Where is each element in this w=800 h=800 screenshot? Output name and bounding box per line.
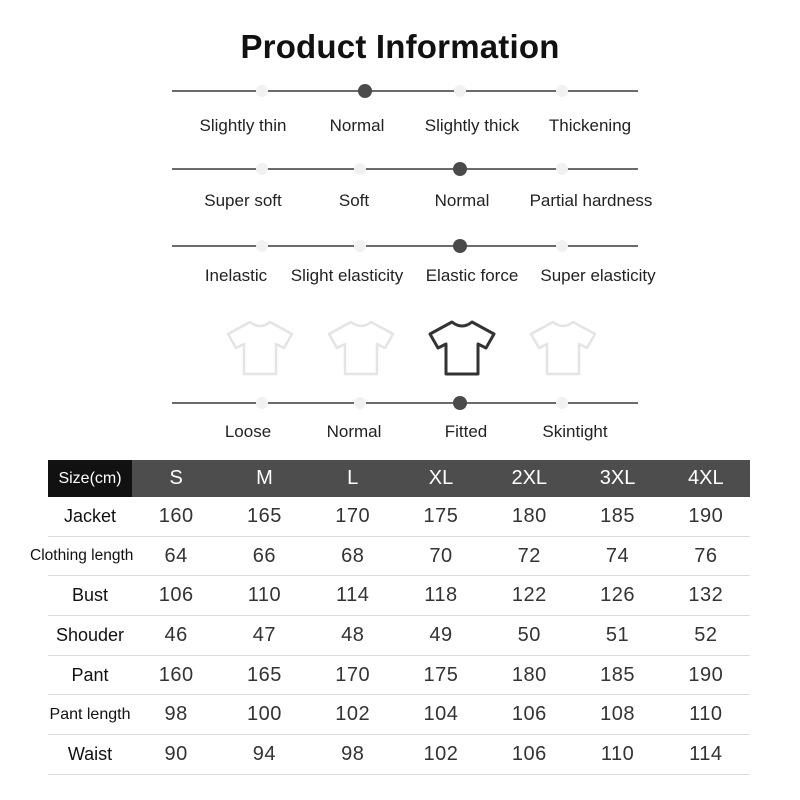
table-cell: 122: [485, 576, 573, 616]
table-cell: 102: [397, 735, 485, 775]
table-row: [48, 576, 750, 616]
size-header-label: Size(cm): [48, 460, 132, 497]
table-cell: 185: [573, 497, 661, 536]
table-cell: 175: [397, 497, 485, 536]
table-cell: 102: [309, 695, 397, 735]
table-row: [48, 655, 750, 695]
table-row: [48, 695, 750, 735]
table-cell: 104: [397, 695, 485, 735]
table-cell: 175: [397, 655, 485, 695]
table-cell: 100: [220, 695, 308, 735]
row-label: Waist: [48, 735, 132, 775]
scale-dot: [354, 240, 366, 252]
table-cell: 180: [485, 655, 573, 695]
size-column-header: S: [132, 460, 220, 497]
scale-label: Super soft: [204, 191, 282, 210]
table-cell: 90: [132, 735, 220, 775]
scale-line: [172, 168, 638, 170]
table-cell: 165: [220, 655, 308, 695]
scale-label: Skintight: [542, 422, 608, 441]
table-cell: 68: [309, 536, 397, 576]
table-cell: 190: [662, 497, 750, 536]
scale-dot: [454, 85, 466, 97]
scale-line: [172, 402, 638, 404]
scale-line: [172, 245, 638, 247]
tshirt-icon: [224, 318, 296, 378]
table-cell: 110: [662, 695, 750, 735]
table-cell: 110: [573, 735, 661, 775]
scale-label: Inelastic: [204, 266, 268, 285]
table-cell: 106: [132, 576, 220, 616]
tshirt-icon: [527, 318, 599, 378]
scale-dot: [256, 85, 268, 97]
scale-label: Normal: [326, 422, 382, 441]
scale-dot: [556, 163, 568, 175]
table-cell: 76: [662, 536, 750, 576]
row-label: Shouder: [48, 616, 132, 656]
table-cell: 185: [573, 655, 661, 695]
size-column-header: XL: [397, 460, 485, 497]
table-cell: 170: [309, 655, 397, 695]
table-cell: 46: [132, 616, 220, 656]
scale-dot-selected: [453, 396, 467, 410]
scale-label: Fitted: [444, 422, 488, 441]
size-column-header: L: [309, 460, 397, 497]
scale-label: Partial hardness: [529, 191, 653, 210]
size-table: [30, 460, 750, 775]
scale-label: Slightly thick: [424, 116, 520, 135]
table-cell: 132: [662, 576, 750, 616]
scale-label: Slightly thin: [199, 116, 287, 135]
table-cell: 118: [397, 576, 485, 616]
tshirt-icon: [426, 318, 498, 378]
row-label: Clothing length: [30, 547, 134, 565]
table-cell: 114: [309, 576, 397, 616]
row-label: Jacket: [48, 497, 132, 536]
table-cell: 48: [309, 616, 397, 656]
table-cell: 47: [220, 616, 308, 656]
row-label: Pant: [48, 655, 132, 695]
table-cell: 110: [220, 576, 308, 616]
table-cell: 160: [132, 655, 220, 695]
table-cell: 72: [485, 536, 573, 576]
table-cell: 94: [220, 735, 308, 775]
table-cell: 66: [220, 536, 308, 576]
scale-dot: [556, 397, 568, 409]
scale-label: Elastic force: [425, 266, 519, 285]
table-row: [48, 497, 750, 536]
table-cell: 114: [662, 735, 750, 775]
table-cell: 70: [397, 536, 485, 576]
scale-label: Normal: [434, 191, 490, 210]
table-cell: 190: [662, 655, 750, 695]
scale-dot: [556, 85, 568, 97]
scale-dot: [256, 240, 268, 252]
table-cell: 98: [309, 735, 397, 775]
table-cell: 160: [132, 497, 220, 536]
size-column-header: 2XL: [485, 460, 573, 497]
size-column-header: M: [220, 460, 308, 497]
size-table-header: [48, 460, 750, 497]
scale-label: Super elasticity: [540, 266, 656, 285]
page-title: Product Information: [240, 28, 560, 65]
scale-dot-selected: [453, 162, 467, 176]
table-cell: 106: [485, 695, 573, 735]
scale-label: Thickening: [548, 116, 632, 135]
table-row: [48, 616, 750, 656]
scale-dot: [354, 163, 366, 175]
size-column-header: 3XL: [573, 460, 661, 497]
table-cell: 49: [397, 616, 485, 656]
table-cell: 52: [662, 616, 750, 656]
scale-label: Slight elasticity: [290, 266, 404, 285]
scale-dot: [354, 397, 366, 409]
scale-label: Normal: [329, 116, 385, 135]
scale-dot-selected: [453, 239, 467, 253]
scale-label: Soft: [338, 191, 370, 210]
table-cell: 180: [485, 497, 573, 536]
table-cell: 126: [573, 576, 661, 616]
scale-dot: [256, 163, 268, 175]
scale-dot: [556, 240, 568, 252]
table-cell: 50: [485, 616, 573, 656]
table-cell: 64: [132, 536, 220, 576]
table-cell: 98: [132, 695, 220, 735]
scale-dot: [256, 397, 268, 409]
scale-label: Loose: [224, 422, 272, 441]
tshirt-icon: [325, 318, 397, 378]
size-column-header: 4XL: [662, 460, 750, 497]
table-cell: 106: [485, 735, 573, 775]
scale-dot-selected: [358, 84, 372, 98]
table-cell: 74: [573, 536, 661, 576]
table-cell: 51: [573, 616, 661, 656]
table-row: [48, 536, 750, 576]
table-cell: 108: [573, 695, 661, 735]
table-cell: 165: [220, 497, 308, 536]
row-label: Pant length: [48, 695, 132, 735]
table-cell: 170: [309, 497, 397, 536]
table-row: [48, 735, 750, 775]
scale-line: [172, 90, 638, 92]
row-label: Bust: [48, 576, 132, 616]
